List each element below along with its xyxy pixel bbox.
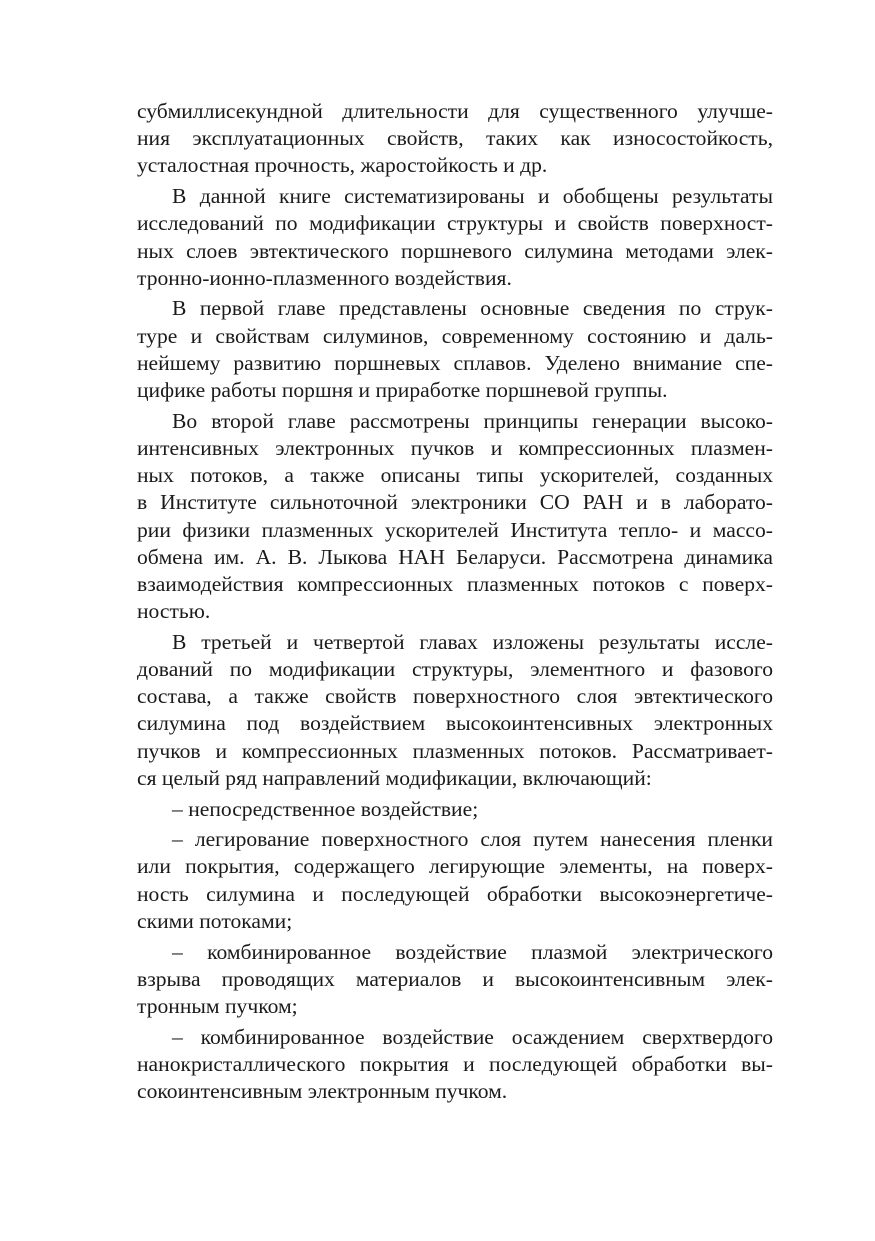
text-line: тронным пучком; [137,994,298,1018]
paragraph-5 [137,629,773,792]
text-line: туре и свойствам силуминов, современному состоянию и даль- [137,323,773,348]
text-line: интенсивных электронных пучков и компрессионных плазмен- [137,435,773,460]
text-line: состава, а также свойств поверхностного слоя эвтектического [137,684,773,709]
text-line: ся целый ряд направлений модификации, включающий: [137,765,652,790]
list-item-1 [137,796,773,823]
text-line: В третьей и четвертой главах изложены результаты иссле- [172,629,773,654]
text-line: тронно-ионно-плазменного воздействия. [137,265,512,290]
text-line: В первой главе представлены основные сведения по струк- [172,296,773,321]
text-line: взаимодействия компрессионных плазменных потоков с поверх- [137,571,773,596]
text-line: В данной книге систематизированы и обобщены результаты [172,184,773,209]
text-line: или покрытия, содержащего легирующие элементы, на поверх- [137,854,773,879]
text-line: обмена им. А. В. Лыкова НАН Беларуси. Рассмотрена динамика [137,544,773,569]
text-line: – комбинированное воздействие осаждением сверхтвердого [172,1024,773,1049]
text-line: цифике работы поршня и приработке поршневой группы. [137,378,668,403]
paragraph-4 [137,408,773,626]
paragraph-1 [137,98,773,180]
text-line: ных слоев эвтектического поршневого силумина методами элек- [137,238,773,263]
text-line: исследований по модификации структуры и свойств поверхност- [137,211,773,236]
list-item-2 [137,826,773,935]
paragraph-3 [137,295,773,404]
text-line: нейшему развитию поршневых сплавов. Уделено внимание спе- [137,350,773,375]
text-line: дований по модификации структуры, элементного и фазового [137,657,773,682]
text-line: в Институте сильноточной электроники СО РАН и в лаборато- [137,490,773,515]
text-line: взрыва проводящих материалов и высокоинтенсивным элек- [137,966,773,991]
document-page [137,98,773,1109]
text-line: ностью. [137,599,211,624]
text-line: силумина под воздействием высокоинтенсивных электронных [137,711,773,736]
text-line: ных потоков, а также описаны типы ускорителей, созданных [137,463,773,488]
text-line: субмиллисекундной длительности для существенного улучше- [137,99,773,123]
paragraph-2 [137,183,773,292]
text-line: – непосредственное воздействие; [172,796,479,821]
text-line: пучков и компрессионных плазменных потоков. Рассматривает- [137,738,773,763]
text-line: – легирование поверхностного слоя путем нанесения пленки [172,827,773,852]
text-line: – комбинированное воздействие плазмой электрического [172,939,773,964]
text-line: рии физики плазменных ускорителей Института тепло- и массо- [137,517,773,542]
text-line: Во второй главе рассмотрены принципы генерации высоко- [172,408,773,433]
text-line: ния эксплуатационных свойств, таких как износостойкость, [137,126,773,151]
list-item-4 [137,1024,773,1106]
text-line: нанокристаллического покрытия и последующей обработки вы- [137,1051,773,1076]
list-item-3 [137,939,773,1021]
text-line: ность силумина и последующей обработки высокоэнергетиче- [137,881,773,906]
text-line: усталостная прочность, жаростойкость и др. [137,153,548,178]
text-line: сокоинтенсивным электронным пучком. [137,1079,508,1104]
text-line: скими потоками; [137,908,293,933]
